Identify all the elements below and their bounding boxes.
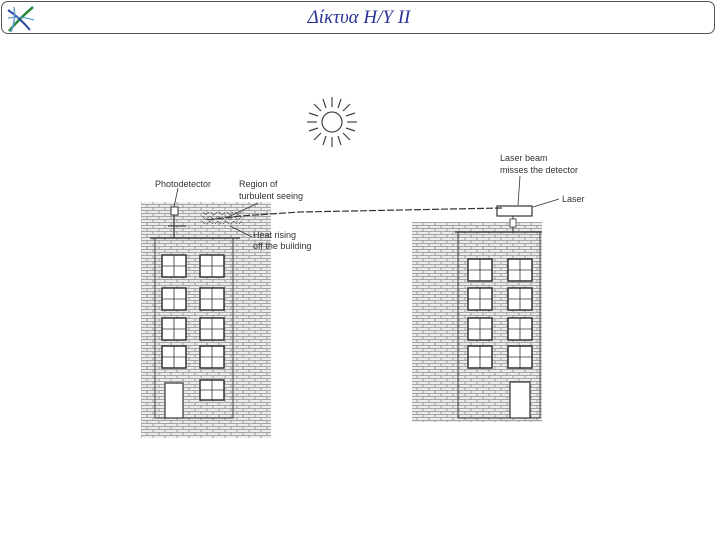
heat-label-line1: Heat rising [253,230,297,240]
region-label-line1: Region of [239,179,278,189]
right-building [412,206,542,422]
photodetector-label: Photodetector [155,179,212,189]
beam-leader [518,176,520,205]
left-door [165,383,183,418]
beam-label-line2: misses the detector [500,165,579,175]
right-door [510,382,530,418]
laser-leader [533,199,559,207]
heat-label-line2: off the building [253,241,312,251]
beam-label-line1: Laser beam [500,153,548,163]
region-label-line2: turbulent seeing [239,191,304,201]
slide-title: Δίκτυα Η/Υ ΙΙ [307,7,411,28]
sun-icon [307,97,357,147]
laser-label: Laser [562,194,585,204]
left-building [141,202,271,438]
